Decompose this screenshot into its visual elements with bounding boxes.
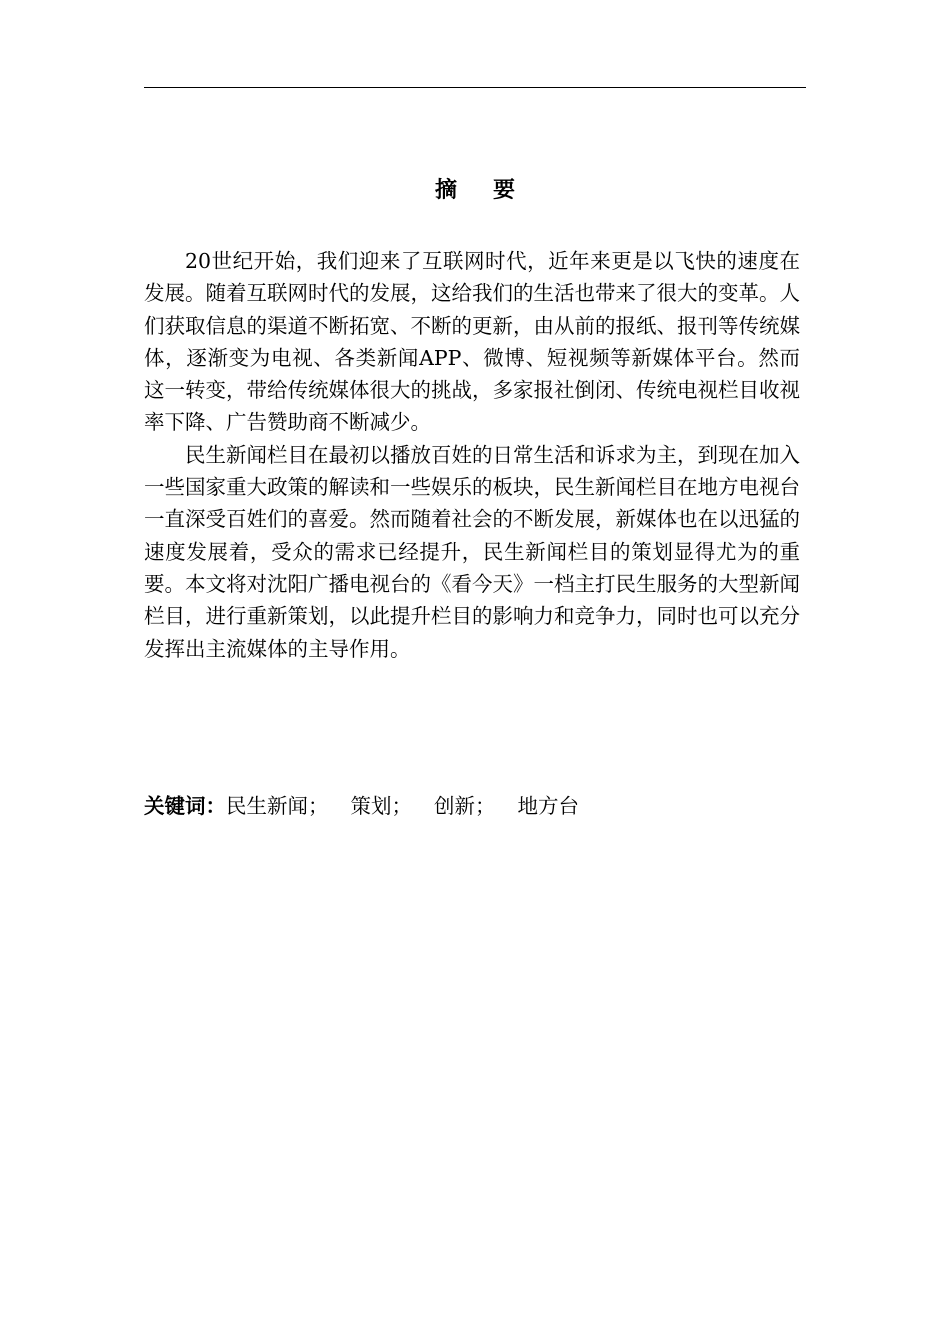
- keywords-line: [144, 790, 601, 822]
- abstract-paragraph-1: 20世纪开始，我们迎来了互联网时代，近年来更是以飞快的速度在发展。随着互联网时代的发展，这给我们的生活也带来了很大的变革。人们获取信息的渠道不断拓宽、不断的更新，由从前的报纸、报刊等传统媒体，逐渐变为电视、各类新闻APP、微博、短视频等新媒体平台。然而这一转变，带给传统媒体很大的挑战，多家报社倒闭、传统电视栏目收视率下降、广告赞助商不断减少。: [144, 249, 800, 435]
- keyword-item: 创新；: [434, 794, 496, 818]
- abstract-title: 摘要: [434, 178, 551, 203]
- keyword-item: 地方台: [517, 794, 579, 818]
- abstract-paragraph-2: 民生新闻栏目在最初以播放百姓的日常生活和诉求为主，到现在加入一些国家重大政策的解读和一些娱乐的板块，民生新闻栏目在地方电视台一直深受百姓们的喜爱。然而随着社会的不断发展，新媒体也在以迅猛的速度发展着，受众的需求已经提升，民生新闻栏目的策划显得尤为的重要。本文将对沈阳广播电视台的《看今天》一档主打民生服务的大型新闻栏目，进行重新策划，以此提升栏目的影响力和竞争力，同时也可以充分发挥出主流媒体的主导作用。: [144, 442, 800, 661]
- abstract-body: [144, 245, 800, 665]
- header-rule: [144, 87, 806, 88]
- keyword-item: 策划；: [350, 794, 412, 818]
- keywords-label: 关键词：: [144, 794, 226, 818]
- keyword-item: 民生新闻；: [226, 794, 329, 818]
